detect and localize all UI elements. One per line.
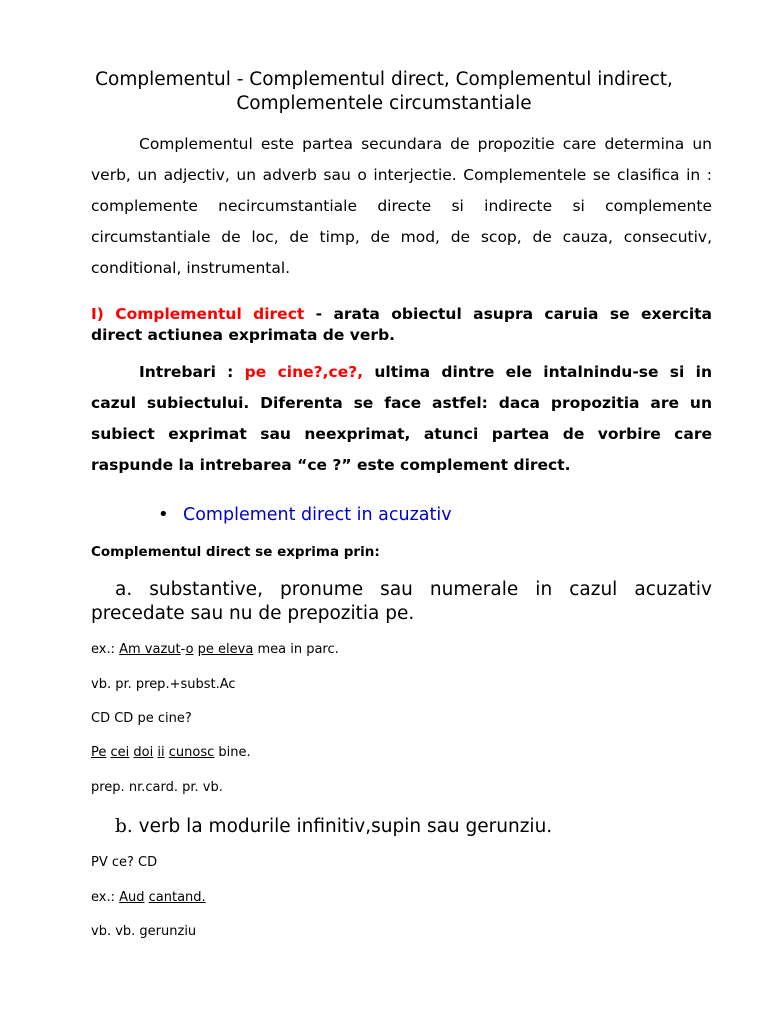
- example-word: ii: [157, 745, 165, 760]
- section1-heading-rest: - arata obiectul asupra caruia se exercita: [304, 305, 712, 323]
- example3: [91, 889, 206, 907]
- bullet-heading: Complement direct in acuzativ: [183, 505, 452, 525]
- intro-line: Complementul este partea secundara de propozitie care determina un: [139, 135, 712, 153]
- example-word: cei: [110, 745, 130, 760]
- section1-para-line: raspunde la intrebarea “ce ?” este complement direct.: [91, 456, 571, 474]
- questions-rest: ultima dintre ele intalnindu-se si in: [363, 363, 712, 381]
- section1-heading-line2: direct actiunea exprimata de verb.: [91, 326, 396, 344]
- document-title-line2: Complementele circumstantiale: [236, 93, 532, 114]
- example-word: cantand.: [148, 890, 206, 905]
- point-a-marker: a.: [115, 579, 133, 600]
- point-b-end: .: [546, 816, 553, 837]
- gloss-line: CD CD pe cine?: [91, 711, 192, 726]
- intro-line: conditional, instrumental.: [91, 259, 291, 277]
- example1: [91, 641, 339, 659]
- expressed-by-label: Complementul direct se exprima prin:: [91, 544, 380, 560]
- example-word: Aud: [119, 890, 145, 905]
- example-word: o: [185, 642, 194, 657]
- example-word: Pe: [91, 745, 107, 760]
- example-prefix: ex.:: [91, 642, 120, 657]
- point-b-marker: b.: [115, 816, 133, 837]
- gloss-line: vb. vb. gerunziu: [91, 924, 197, 939]
- example-word: pe eleva: [197, 642, 254, 657]
- section1-para-line: cazul subiectului. Diferenta se face astfel: daca propozitia are un: [91, 394, 712, 412]
- gloss-line: PV ce? CD: [91, 855, 158, 870]
- example-rest: mea in parc.: [253, 642, 339, 657]
- intro-line: complemente necircumstantiale directe si indirecte si complemente: [91, 197, 712, 215]
- example-word: cunosc: [168, 745, 215, 760]
- example-dash: -: [180, 642, 186, 657]
- questions-line: [139, 362, 712, 382]
- questions-red: pe cine?,ce?,: [244, 363, 364, 381]
- intro-line: circumstantiale de loc, de timp, de mod, de scop, de cauza, consecutiv,: [91, 228, 712, 246]
- point-b-text: verb la modurile infinitiv,supin sau gerunziu: [138, 816, 547, 837]
- section1-heading-red: I) Complementul direct: [91, 305, 305, 323]
- section1-para-line: subiect exprimat sau neexprimat, atunci partea de vorbire care: [91, 425, 712, 443]
- questions-label: Intrebari :: [139, 363, 245, 381]
- bullet-icon: •: [158, 504, 169, 525]
- example-prefix: ex.:: [91, 890, 120, 905]
- point-a-line2: precedate sau nu de prepozitia pe.: [91, 603, 415, 624]
- gloss-line: prep. nr.card. pr. vb.: [91, 780, 223, 795]
- section1-heading: [91, 304, 712, 324]
- point-a-text: substantive, pronume sau numerale in cazul acuzativ: [149, 579, 712, 600]
- point-b-line: [115, 815, 552, 839]
- document-title-line1: Complementul - Complementul direct, Complementul indirect,: [95, 69, 673, 90]
- point-a-line1: [115, 578, 712, 602]
- intro-line: verb, un adjectiv, un adverb sau o interjectie. Complementele se clasifica in :: [91, 166, 712, 184]
- example-word: doi: [133, 745, 154, 760]
- gloss-line: vb. pr. prep.+subst.Ac: [91, 677, 236, 692]
- example2: [91, 744, 251, 762]
- example-word: Am vazut: [119, 642, 181, 657]
- example-rest: bine.: [214, 745, 251, 760]
